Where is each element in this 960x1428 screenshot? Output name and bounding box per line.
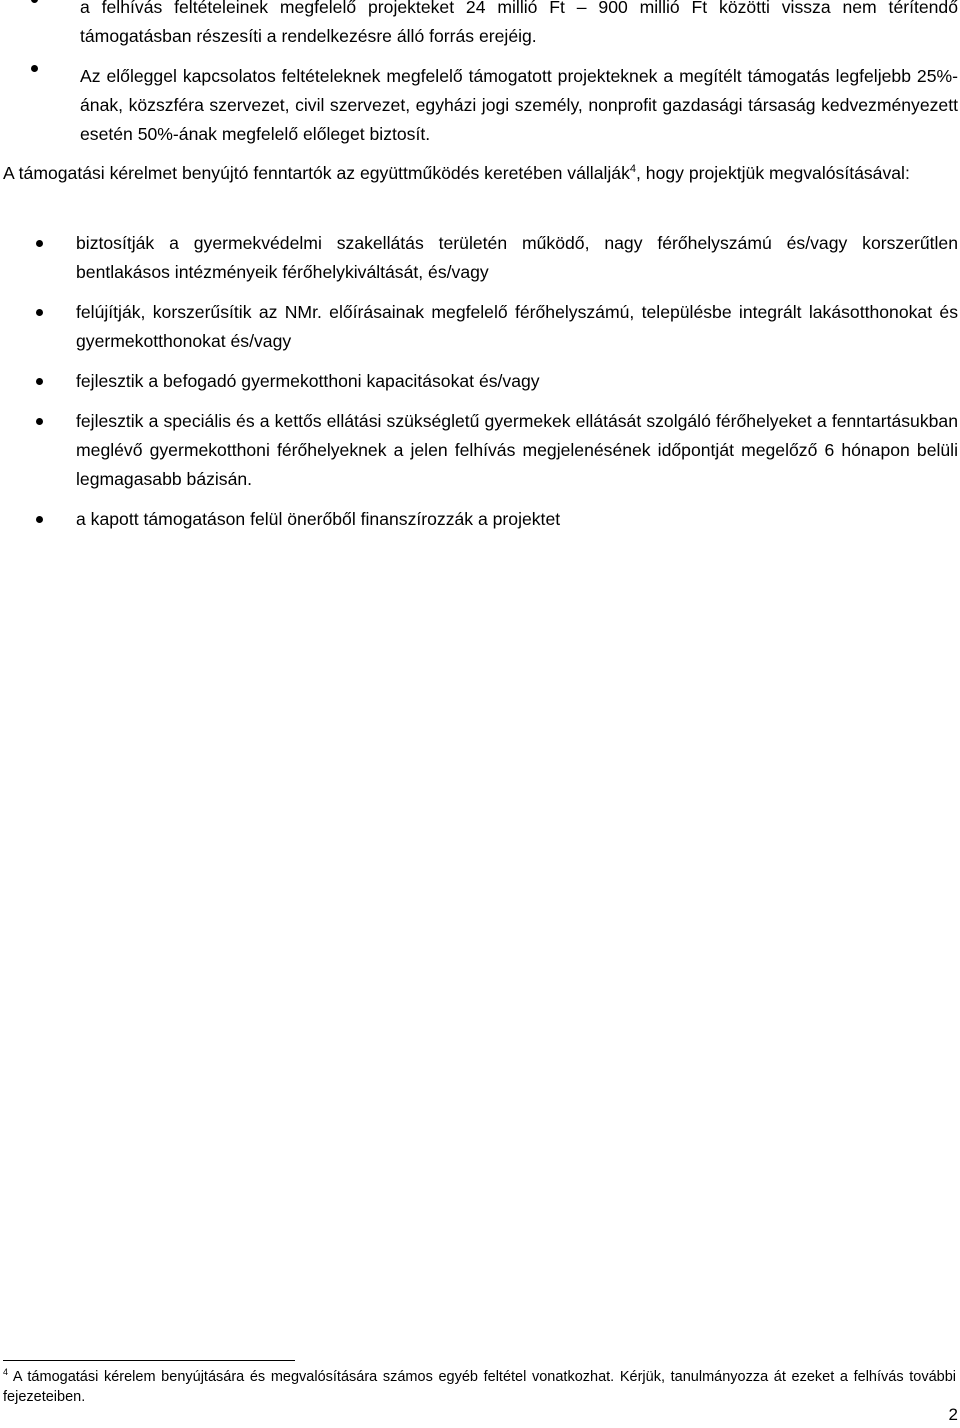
bullet-icon [31,0,38,3]
bullet-icon [36,516,43,523]
list-item-text: felújítják, korszerűsítik az NMr. előírásainak megfelelő férőhelyszámú, településbe integrált lakásotthonokat és gyermekotthonokat és/vagy [76,302,958,351]
list-item-text: a felhívás feltételeinek megfelelő projekteket 24 millió Ft – 900 millió Ft közötti vissza nem térítendő támogatásban részesíti a rendelkezésre álló forrás erejéig. [80,0,958,46]
footnote-reference: 4 [629,163,637,176]
list-item [0,229,960,287]
list-item [0,407,960,494]
list-item-text: biztosítják a gyermekvédelmi szakellátás területén működő, nagy férőhelyszámú és/vagy korszerűtlen bentlakásos intézményeik férőhelykiváltását, és/vagy [76,233,958,282]
commitments-bullet-list [0,229,960,534]
list-item [0,62,960,149]
footnote-number: 4 [3,1367,9,1378]
list-item [0,0,960,51]
page-number: 2 [948,1405,958,1424]
footnote-text: A támogatási kérelem benyújtására és megvalósítására számos egyéb feltétel vonatkozhat. Kérjük, tanulmányozza át ezeket a felhívás további fejezeteiben. [3,1369,956,1405]
intro-paragraph [3,159,958,188]
list-item-text: fejlesztik a speciális és a kettős ellátási szükségletű gyermekek ellátását szolgáló férőhelyeket a fenntartásukban meglévő gyermekotthoni férőhelyeknek a jelen felhívás megjelenésének időpontját megelőző 6 hónapon belüli legmagasabb bázisán. [76,411,958,489]
intro-text-continued: , hogy projektjük megvalósításával: [636,163,910,183]
list-item-text: fejlesztik a befogadó gyermekotthoni kapacitásokat és/vagy [76,371,540,391]
intro-text: A támogatási kérelmet benyújtó fenntartók az együttműködés keretében vállalják [3,163,630,183]
bullet-icon [36,309,43,316]
bullet-icon [31,65,38,72]
bullet-icon [36,240,43,247]
bullet-icon [36,418,43,425]
list-item [0,367,960,396]
list-item-text: a kapott támogatáson felül önerőből finanszírozzák a projektet [76,509,561,529]
list-item [0,298,960,356]
list-item [0,505,960,534]
footnote-separator [3,1360,295,1361]
footnote [3,1367,956,1407]
top-bullet-list [0,0,960,149]
list-item-text: Az előleggel kapcsolatos feltételeknek megfelelő támogatott projekteknek a megítélt támogatás legfeljebb 25%-ának, közszféra szervezet, civil szervezet, egyházi jogi személy, nonprofit gazdasági társaság kedvezményezett esetén 50%-ának megfelelő előleget biztosít. [80,66,958,144]
bullet-icon [36,378,43,385]
